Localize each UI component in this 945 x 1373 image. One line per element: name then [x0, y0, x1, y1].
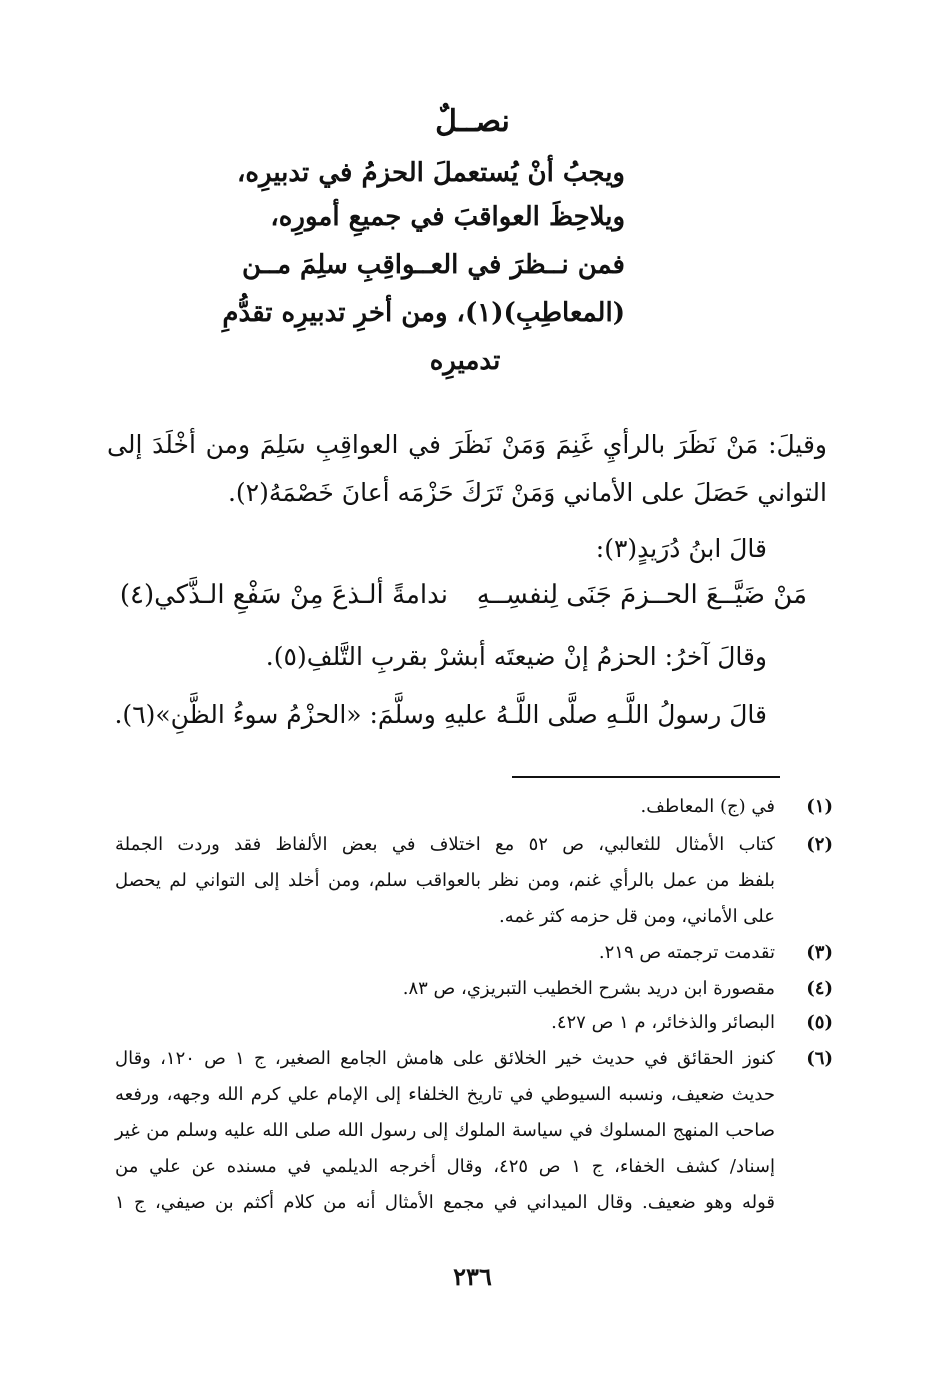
- footnote-number-4: (٤): [806, 978, 833, 999]
- section-title: نصــلٌ: [435, 104, 510, 139]
- footnote-6-line-2: حديث ضعيف، ونسبه السيوطي في تاريخ الخلفاء إلى الإمام علي كرم الله وجهه، ورفعه: [115, 1084, 775, 1105]
- footnote-6-line-3: صاحب المنهج المسلوك في سياسة الملوك إلى رسول الله صلى الله عليه وسلم من غير: [115, 1120, 775, 1141]
- footnote-3-line-1: تقدمت ترجمته ص ٢١٩.: [598, 942, 775, 963]
- paragraph-line-2: التواني حَصَلَ على الأماني وَمَنْ تَرَكَ حَزْمَه أعانَ خَصْمَهُ(٢).: [227, 478, 827, 507]
- paragraph-line-1: وقيلَ: مَنْ نَظَرَ بالرأيِ غَنِمَ وَمَنْ نَظَرَ في العواقِبِ سَلِمَ ومن أخْلَدَ إلى: [107, 430, 827, 459]
- saying-line-2: قالَ رسولُ اللَّـهِ صلَّى اللَّـهُ عليهِ وسلَّمَ: «الحزْمُ سوءُ الظَّنِ»(٦).: [114, 700, 767, 729]
- footnote-2-line-2: بلفظ من عمل بالرأي غنم، ومن نظر بالعواقب سلم، ومن أخلد إلى التواني لم يحصل: [115, 870, 775, 891]
- verse-intro: قالَ ابنُ دُرَيدٍ(٣):: [595, 534, 767, 563]
- maxim-line-4: (المعاطِبِ)(١)، ومن أخرِ تدبيرِه تقدُّمِ: [222, 298, 625, 328]
- footnote-number-5: (٥): [806, 1012, 833, 1033]
- page-number: ٢٣٦: [453, 1262, 492, 1291]
- verse-first-hemistich: مَنْ ضَيَّــعَ الحــزمَ جَنَى لِنفسِــهِ: [476, 580, 807, 610]
- verse-second-hemistich: ندامةً ألـذعَ مِنْ سَفْعِ الـذَّكي(٤): [119, 580, 448, 610]
- footnote-1-line-1: في (ج) المعاطف.: [640, 796, 775, 817]
- footnote-number-1: (١): [806, 796, 833, 817]
- footnote-number-6: (٦): [806, 1048, 833, 1069]
- maxim-line-1: ويجبُ أنْ يُستعملَ الحزمُ في تدبيرِه،: [236, 158, 625, 188]
- saying-line-1: وقالَ آخرُ: الحزمُ إنْ ضيعتَه أبشرْ بقربِ التَّلفِ(٥).: [265, 642, 767, 671]
- maxim-line-2: ويلاحِظَ العواقبَ في جميعِ أمورِه،: [270, 202, 625, 232]
- footnote-2-line-3: على الأماني، ومن قل حزمه كثر غمه.: [499, 906, 775, 927]
- footnote-6-line-5: قوله وهو ضعيف. وقال الميداني في مجمع الأمثال أنه من كلام أكثم بن صيفي، ج ١: [115, 1192, 775, 1213]
- footnote-6-line-1: كنوز الحقائق في حديث خير الخلائق على هامش الجامع الصغير، ج ١ ص ١٢٠، وقال: [115, 1048, 775, 1069]
- footnote-5-line-1: البصائر والذخائر، م ١ ص ٤٢٧.: [551, 1012, 775, 1033]
- maxim-line-3: فمن نــظرَ في العــواقِبِ سلِمَ مــن: [242, 250, 625, 280]
- footnote-4-line-1: مقصورة ابن دريد بشرح الخطيب التبريزي، ص ٨٣.: [402, 978, 775, 999]
- footnote-6-line-4: إسناد/ كشف الخفاء، ج ١ ص ٤٢٥، وقال أخرجه الديلمي في مسنده عن علي من: [115, 1156, 775, 1177]
- footnote-number-2: (٢): [806, 834, 833, 855]
- footnote-number-3: (٣): [806, 942, 833, 963]
- footnote-separator: [512, 776, 780, 778]
- footnote-2-line-1: كتاب الأمثال للثعالبي، ص ٥٢ مع اختلاف في بعض الألفاظ فقد وردت الجملة: [115, 834, 775, 855]
- maxim-line-5: تدميرِه: [429, 346, 501, 376]
